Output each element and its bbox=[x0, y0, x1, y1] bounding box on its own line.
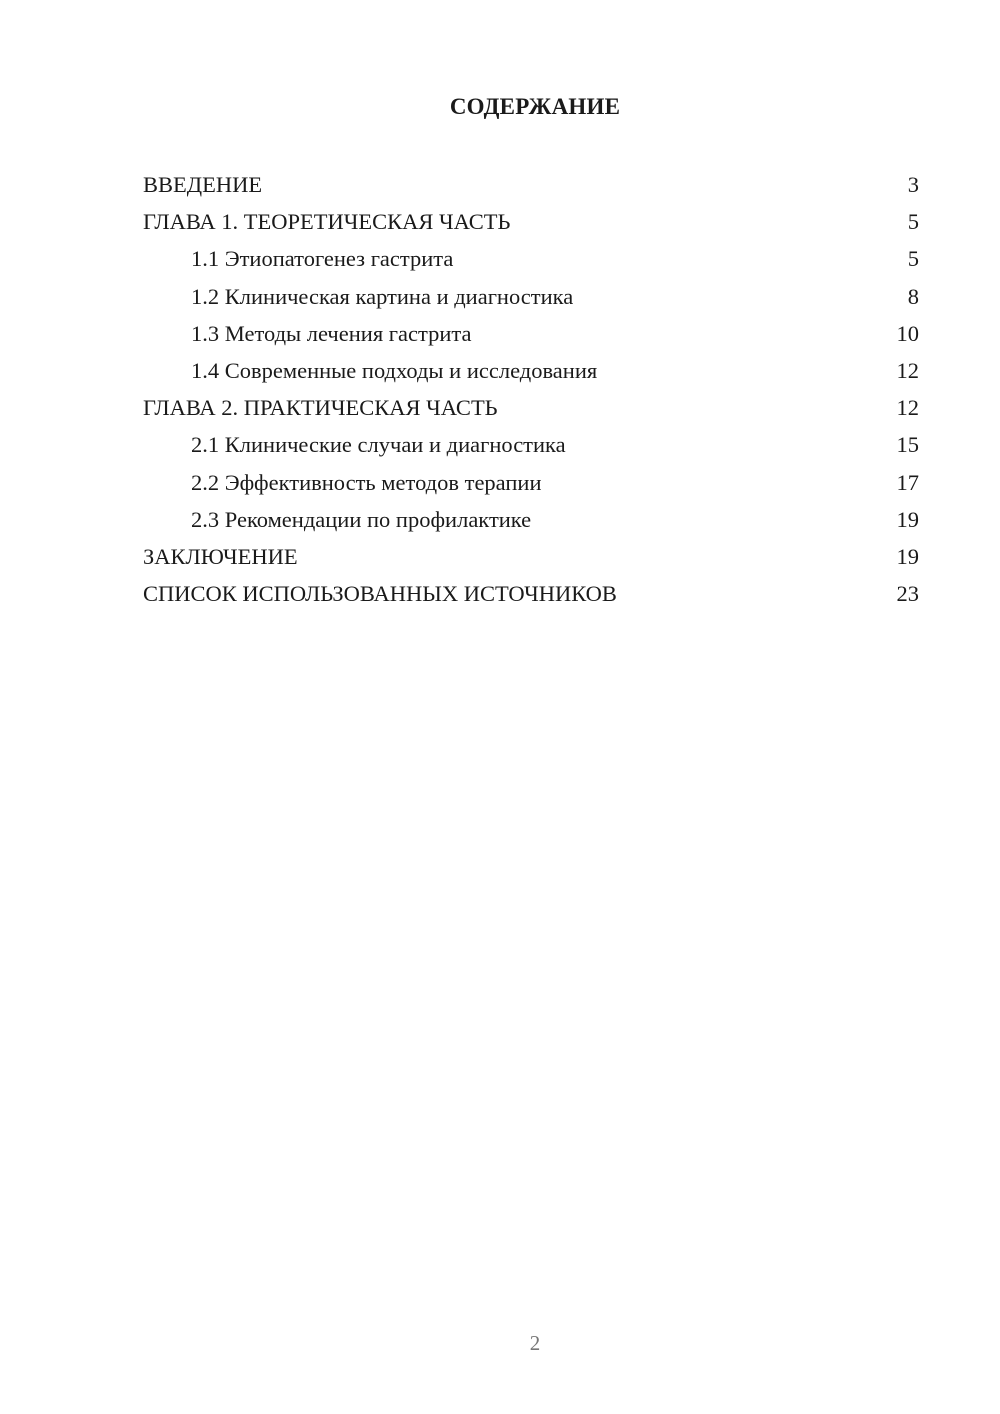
table-of-contents bbox=[143, 166, 919, 612]
toc-entry-label: СПИСОК ИСПОЛЬЗОВАННЫХ ИСТОЧНИКОВ bbox=[143, 581, 617, 607]
toc-entry-label: ЗАКЛЮЧЕНИЕ bbox=[143, 543, 298, 569]
toc-entry-label: 1.3 Методы лечения гастрита bbox=[191, 320, 472, 346]
toc-entry-page: 17 bbox=[896, 469, 919, 495]
toc-entry-section-2-2[interactable] bbox=[143, 464, 919, 501]
toc-entry-conclusion[interactable] bbox=[143, 538, 919, 575]
toc-entry-label: 2.3 Рекомендации по профилактике bbox=[191, 506, 532, 532]
toc-entry-page: 5 bbox=[907, 246, 919, 272]
toc-entry-section-2-1[interactable] bbox=[143, 426, 919, 463]
toc-entry-section-1-1[interactable] bbox=[143, 240, 919, 277]
page-title: СОДЕРЖАНИЕ bbox=[449, 94, 621, 119]
toc-entry-page: 12 bbox=[896, 395, 919, 421]
toc-entry-section-1-2[interactable] bbox=[143, 278, 919, 315]
toc-entry-section-1-4[interactable] bbox=[143, 352, 919, 389]
toc-entry-page: 12 bbox=[896, 357, 919, 383]
toc-entry-label: ГЛАВА 1. ТЕОРЕТИЧЕСКАЯ ЧАСТЬ bbox=[143, 209, 511, 235]
page-number: 2 bbox=[529, 1331, 541, 1355]
toc-entry-page: 10 bbox=[896, 320, 919, 346]
toc-entry-page: 3 bbox=[907, 172, 919, 197]
toc-entry-chapter-1[interactable] bbox=[143, 203, 919, 240]
toc-entry-page: 19 bbox=[896, 506, 919, 532]
toc-entry-page: 8 bbox=[907, 283, 919, 309]
toc-entry-page: 5 bbox=[907, 209, 919, 235]
toc-entry-page: 15 bbox=[896, 432, 919, 458]
toc-entry-label: 1.4 Современные подходы и исследования bbox=[191, 357, 598, 383]
toc-entry-chapter-2[interactable] bbox=[143, 389, 919, 426]
toc-entry-page: 19 bbox=[896, 543, 919, 569]
toc-entry-references[interactable] bbox=[143, 575, 919, 612]
toc-entry-label: 2.2 Эффективность методов терапии bbox=[191, 469, 542, 495]
toc-entry-label: 2.1 Клинические случаи и диагностика bbox=[191, 432, 566, 458]
toc-entry-section-2-3[interactable] bbox=[143, 501, 919, 538]
toc-entry-label: ВВЕДЕНИЕ bbox=[143, 172, 263, 197]
toc-entry-label: 1.1 Этиопатогенез гастрита bbox=[191, 246, 454, 272]
toc-entry-introduction[interactable] bbox=[143, 166, 919, 203]
toc-entry-label: ГЛАВА 2. ПРАКТИЧЕСКАЯ ЧАСТЬ bbox=[143, 395, 498, 421]
toc-entry-section-1-3[interactable] bbox=[143, 315, 919, 352]
toc-entry-label: 1.2 Клиническая картина и диагностика bbox=[191, 283, 574, 309]
toc-entry-page: 23 bbox=[896, 581, 919, 607]
